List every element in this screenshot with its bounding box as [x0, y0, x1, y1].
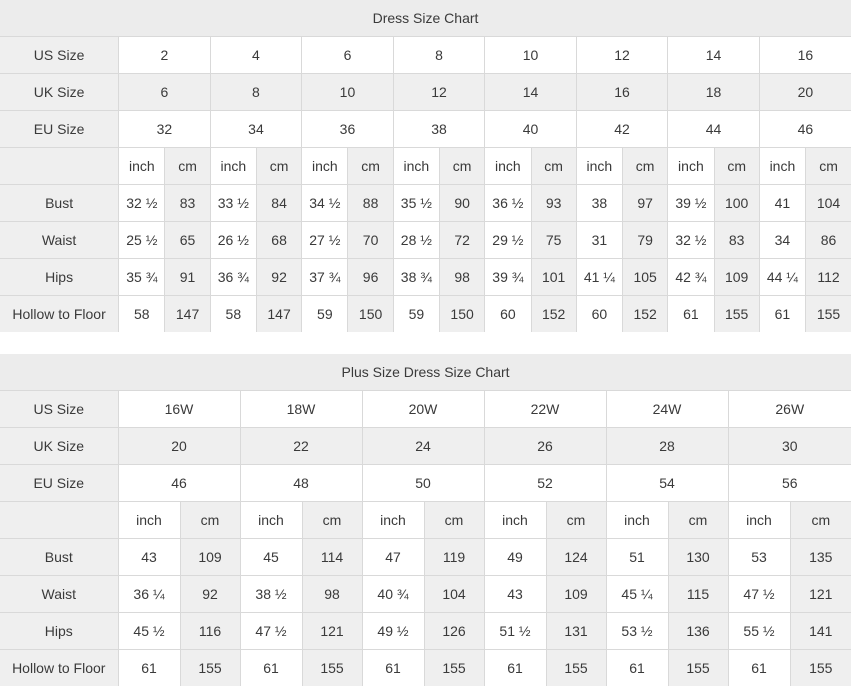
cell-waist-inch-plus-5: 47 ½	[728, 576, 790, 613]
cell-uk-size-6: 18	[668, 74, 760, 111]
cell-hips-cm-plus-5: 141	[790, 613, 851, 650]
cell-hips-cm-2: 96	[348, 259, 393, 296]
cell-waist-cm-4: 75	[531, 222, 576, 259]
cell-waist-cm-plus-2: 104	[424, 576, 484, 613]
unit-header-inch-1: inch	[210, 148, 256, 185]
cell-us-size-7: 16	[759, 37, 851, 74]
cell-uk-size-plus-1: 22	[240, 428, 362, 465]
cell-waist-cm-plus-4: 115	[668, 576, 728, 613]
cell-hips-inch-4: 39 ¾	[485, 259, 531, 296]
cell-hips-cm-6: 109	[714, 259, 759, 296]
cell-bust-cm-plus-2: 119	[424, 539, 484, 576]
unit-header-inch-2: inch	[302, 148, 348, 185]
dress-size-chart	[0, 0, 851, 332]
cell-bust-inch-plus-0: 43	[118, 539, 180, 576]
cell-eu-size-plus-3: 52	[484, 465, 606, 502]
cell-bust-inch-plus-1: 45	[240, 539, 302, 576]
table-row-eu-size	[0, 111, 851, 148]
cell-bust-cm-plus-5: 135	[790, 539, 851, 576]
cell-bust-inch-plus-4: 51	[606, 539, 668, 576]
table-row-eu-size	[0, 465, 851, 502]
cell-waist-cm-3: 72	[439, 222, 484, 259]
cell-us-size-plus-2: 20W	[362, 391, 484, 428]
cell-waist-inch-7: 34	[759, 222, 805, 259]
cell-us-size-3: 8	[393, 37, 485, 74]
row-label-us-size: US Size	[0, 37, 119, 74]
cell-hollow-inch-plus-3: 61	[484, 650, 546, 686]
cell-hollow-cm-plus-5: 155	[790, 650, 851, 686]
cell-waist-cm-plus-5: 121	[790, 576, 851, 613]
cell-hips-inch-6: 42 ¾	[668, 259, 714, 296]
row-label-bust: Bust	[0, 185, 119, 222]
cell-eu-size-plus-0: 46	[118, 465, 240, 502]
cell-bust-inch-plus-2: 47	[362, 539, 424, 576]
unit-header-inch-plus-4: inch	[606, 502, 668, 539]
cell-us-size-plus-0: 16W	[118, 391, 240, 428]
table-row-title	[0, 354, 851, 391]
cell-hips-inch-2: 37 ¾	[302, 259, 348, 296]
cell-bust-cm-plus-3: 124	[546, 539, 606, 576]
cell-hips-inch-plus-0: 45 ½	[118, 613, 180, 650]
row-label-us-size-plus: US Size	[0, 391, 118, 428]
cell-bust-inch-2: 34 ½	[302, 185, 348, 222]
cell-us-size-plus-5: 26W	[728, 391, 851, 428]
cell-uk-size-plus-4: 28	[606, 428, 728, 465]
cell-bust-cm-plus-4: 130	[668, 539, 728, 576]
cell-eu-size-plus-4: 54	[606, 465, 728, 502]
cell-uk-size-0: 6	[119, 74, 211, 111]
cell-bust-cm-2: 88	[348, 185, 393, 222]
cell-eu-size-plus-1: 48	[240, 465, 362, 502]
cell-uk-size-2: 10	[302, 74, 394, 111]
cell-us-size-plus-3: 22W	[484, 391, 606, 428]
cell-uk-size-7: 20	[759, 74, 851, 111]
cell-hips-cm-7: 112	[806, 259, 851, 296]
cell-bust-cm-3: 90	[439, 185, 484, 222]
cell-hollow-inch-6: 61	[668, 296, 714, 333]
row-label-uk-size: UK Size	[0, 74, 119, 111]
unit-header-inch-5: inch	[576, 148, 622, 185]
cell-waist-inch-0: 25 ½	[119, 222, 165, 259]
cell-eu-size-7: 46	[759, 111, 851, 148]
unit-header-cm-plus-1: cm	[302, 502, 362, 539]
cell-us-size-6: 14	[668, 37, 760, 74]
cell-hips-cm-4: 101	[531, 259, 576, 296]
cell-uk-size-plus-0: 20	[118, 428, 240, 465]
cell-hollow-cm-3: 150	[439, 296, 484, 333]
row-label-hips: Hips	[0, 259, 119, 296]
cell-us-size-plus-4: 24W	[606, 391, 728, 428]
cell-hollow-inch-2: 59	[302, 296, 348, 333]
cell-waist-cm-7: 86	[806, 222, 851, 259]
cell-bust-cm-plus-0: 109	[180, 539, 240, 576]
cell-waist-cm-0: 65	[165, 222, 210, 259]
cell-hips-cm-plus-3: 131	[546, 613, 606, 650]
cell-us-size-4: 10	[485, 37, 577, 74]
cell-hips-inch-3: 38 ¾	[393, 259, 439, 296]
cell-bust-inch-plus-5: 53	[728, 539, 790, 576]
table-row-waist	[0, 576, 851, 613]
cell-waist-inch-plus-2: 40 ¾	[362, 576, 424, 613]
cell-hollow-inch-3: 59	[393, 296, 439, 333]
cell-hollow-inch-4: 60	[485, 296, 531, 333]
unit-header-cm-6: cm	[714, 148, 759, 185]
page-title-plus: Plus Size Dress Size Chart	[0, 354, 851, 391]
dress-size-table	[0, 0, 851, 332]
cell-waist-inch-1: 26 ½	[210, 222, 256, 259]
cell-eu-size-3: 38	[393, 111, 485, 148]
unit-header-inch-0: inch	[119, 148, 165, 185]
cell-eu-size-5: 42	[576, 111, 668, 148]
cell-bust-inch-6: 39 ½	[668, 185, 714, 222]
cell-hips-cm-plus-2: 126	[424, 613, 484, 650]
plus-size-dress-size-chart	[0, 354, 851, 686]
cell-hollow-cm-5: 152	[623, 296, 668, 333]
cell-waist-cm-1: 68	[256, 222, 301, 259]
cell-waist-cm-plus-0: 92	[180, 576, 240, 613]
cell-hips-inch-plus-5: 55 ½	[728, 613, 790, 650]
cell-hollow-cm-plus-2: 155	[424, 650, 484, 686]
unit-header-cm-plus-4: cm	[668, 502, 728, 539]
cell-bust-inch-7: 41	[759, 185, 805, 222]
table-row-units	[0, 148, 851, 185]
cell-uk-size-3: 12	[393, 74, 485, 111]
cell-uk-size-5: 16	[576, 74, 668, 111]
unit-header-inch-3: inch	[393, 148, 439, 185]
row-label-waist: Waist	[0, 222, 119, 259]
unit-header-cm-plus-3: cm	[546, 502, 606, 539]
cell-waist-cm-plus-1: 98	[302, 576, 362, 613]
cell-hips-cm-0: 91	[165, 259, 210, 296]
row-label-waist-plus: Waist	[0, 576, 118, 613]
unit-header-cm-plus-0: cm	[180, 502, 240, 539]
cell-bust-cm-plus-1: 114	[302, 539, 362, 576]
cell-bust-inch-5: 38	[576, 185, 622, 222]
table-row-units	[0, 502, 851, 539]
page-title: Dress Size Chart	[0, 0, 851, 37]
cell-hips-cm-plus-0: 116	[180, 613, 240, 650]
cell-hollow-cm-plus-0: 155	[180, 650, 240, 686]
cell-hollow-inch-plus-4: 61	[606, 650, 668, 686]
row-label-hips-plus: Hips	[0, 613, 118, 650]
cell-hollow-cm-4: 152	[531, 296, 576, 333]
cell-waist-inch-3: 28 ½	[393, 222, 439, 259]
table-row-waist	[0, 222, 851, 259]
cell-hips-inch-plus-2: 49 ½	[362, 613, 424, 650]
cell-hollow-cm-0: 147	[165, 296, 210, 333]
table-row-us-size	[0, 391, 851, 428]
cell-bust-cm-1: 84	[256, 185, 301, 222]
cell-eu-size-0: 32	[119, 111, 211, 148]
cell-waist-cm-2: 70	[348, 222, 393, 259]
cell-waist-inch-4: 29 ½	[485, 222, 531, 259]
cell-uk-size-4: 14	[485, 74, 577, 111]
unit-header-cm-2: cm	[348, 148, 393, 185]
cell-hollow-inch-0: 58	[119, 296, 165, 333]
row-label-bust-plus: Bust	[0, 539, 118, 576]
cell-hips-cm-plus-4: 136	[668, 613, 728, 650]
cell-hips-cm-3: 98	[439, 259, 484, 296]
unit-header-inch-4: inch	[485, 148, 531, 185]
unit-header-inch-plus-2: inch	[362, 502, 424, 539]
unit-header-cm-4: cm	[531, 148, 576, 185]
table-row-hips	[0, 613, 851, 650]
row-label-units	[0, 148, 119, 185]
cell-eu-size-1: 34	[210, 111, 302, 148]
cell-uk-size-plus-5: 30	[728, 428, 851, 465]
cell-bust-inch-4: 36 ½	[485, 185, 531, 222]
cell-eu-size-4: 40	[485, 111, 577, 148]
cell-eu-size-2: 36	[302, 111, 394, 148]
cell-hollow-cm-plus-3: 155	[546, 650, 606, 686]
table-row-hollow-to-floor	[0, 296, 851, 333]
cell-bust-inch-1: 33 ½	[210, 185, 256, 222]
cell-hollow-inch-5: 60	[576, 296, 622, 333]
cell-hollow-inch-plus-5: 61	[728, 650, 790, 686]
unit-header-cm-7: cm	[806, 148, 851, 185]
unit-header-inch-plus-1: inch	[240, 502, 302, 539]
table-row-uk-size	[0, 428, 851, 465]
cell-hips-inch-plus-4: 53 ½	[606, 613, 668, 650]
cell-waist-cm-plus-3: 109	[546, 576, 606, 613]
row-label-units-plus	[0, 502, 118, 539]
section-divider	[0, 332, 851, 354]
cell-bust-inch-0: 32 ½	[119, 185, 165, 222]
cell-us-size-1: 4	[210, 37, 302, 74]
unit-header-inch-plus-0: inch	[118, 502, 180, 539]
unit-header-cm-1: cm	[256, 148, 301, 185]
cell-hips-cm-5: 105	[623, 259, 668, 296]
cell-hips-inch-plus-3: 51 ½	[484, 613, 546, 650]
cell-bust-cm-0: 83	[165, 185, 210, 222]
cell-waist-inch-5: 31	[576, 222, 622, 259]
cell-hollow-cm-6: 155	[714, 296, 759, 333]
cell-us-size-2: 6	[302, 37, 394, 74]
cell-waist-cm-6: 83	[714, 222, 759, 259]
cell-bust-cm-7: 104	[806, 185, 851, 222]
cell-waist-inch-plus-4: 45 ¼	[606, 576, 668, 613]
cell-hollow-inch-plus-2: 61	[362, 650, 424, 686]
row-label-eu-size-plus: EU Size	[0, 465, 118, 502]
cell-hollow-cm-2: 150	[348, 296, 393, 333]
cell-us-size-plus-1: 18W	[240, 391, 362, 428]
cell-eu-size-6: 44	[668, 111, 760, 148]
cell-hollow-inch-plus-0: 61	[118, 650, 180, 686]
unit-header-inch-plus-3: inch	[484, 502, 546, 539]
cell-uk-size-plus-3: 26	[484, 428, 606, 465]
cell-waist-inch-plus-3: 43	[484, 576, 546, 613]
cell-waist-inch-6: 32 ½	[668, 222, 714, 259]
cell-hollow-cm-7: 155	[806, 296, 851, 333]
cell-hips-inch-7: 44 ¼	[759, 259, 805, 296]
cell-uk-size-1: 8	[210, 74, 302, 111]
cell-bust-cm-5: 97	[623, 185, 668, 222]
unit-header-cm-3: cm	[439, 148, 484, 185]
table-row-bust	[0, 539, 851, 576]
cell-hips-inch-plus-1: 47 ½	[240, 613, 302, 650]
cell-hips-inch-5: 41 ¼	[576, 259, 622, 296]
cell-hips-cm-plus-1: 121	[302, 613, 362, 650]
cell-hollow-inch-7: 61	[759, 296, 805, 333]
row-label-uk-size-plus: UK Size	[0, 428, 118, 465]
table-row-hollow-to-floor	[0, 650, 851, 686]
table-row-uk-size	[0, 74, 851, 111]
unit-header-cm-5: cm	[623, 148, 668, 185]
cell-hollow-cm-plus-1: 155	[302, 650, 362, 686]
cell-eu-size-plus-2: 50	[362, 465, 484, 502]
cell-hips-inch-1: 36 ¾	[210, 259, 256, 296]
cell-uk-size-plus-2: 24	[362, 428, 484, 465]
row-label-eu-size: EU Size	[0, 111, 119, 148]
cell-bust-inch-3: 35 ½	[393, 185, 439, 222]
unit-header-cm-0: cm	[165, 148, 210, 185]
cell-bust-cm-6: 100	[714, 185, 759, 222]
row-label-hollow-to-floor: Hollow to Floor	[0, 296, 119, 333]
plus-size-dress-size-table	[0, 354, 851, 686]
cell-waist-inch-plus-1: 38 ½	[240, 576, 302, 613]
unit-header-inch-6: inch	[668, 148, 714, 185]
table-row-hips	[0, 259, 851, 296]
cell-hips-cm-1: 92	[256, 259, 301, 296]
cell-us-size-0: 2	[119, 37, 211, 74]
cell-bust-inch-plus-3: 49	[484, 539, 546, 576]
table-row-us-size	[0, 37, 851, 74]
unit-header-inch-7: inch	[759, 148, 805, 185]
unit-header-inch-plus-5: inch	[728, 502, 790, 539]
cell-eu-size-plus-5: 56	[728, 465, 851, 502]
cell-waist-cm-5: 79	[623, 222, 668, 259]
table-row-bust	[0, 185, 851, 222]
row-label-hollow-to-floor-plus: Hollow to Floor	[0, 650, 118, 686]
cell-hollow-inch-plus-1: 61	[240, 650, 302, 686]
unit-header-cm-plus-2: cm	[424, 502, 484, 539]
cell-waist-inch-plus-0: 36 ¼	[118, 576, 180, 613]
cell-hips-inch-0: 35 ¾	[119, 259, 165, 296]
cell-waist-inch-2: 27 ½	[302, 222, 348, 259]
cell-hollow-cm-1: 147	[256, 296, 301, 333]
cell-bust-cm-4: 93	[531, 185, 576, 222]
table-row-title	[0, 0, 851, 37]
cell-hollow-cm-plus-4: 155	[668, 650, 728, 686]
unit-header-cm-plus-5: cm	[790, 502, 851, 539]
cell-us-size-5: 12	[576, 37, 668, 74]
cell-hollow-inch-1: 58	[210, 296, 256, 333]
